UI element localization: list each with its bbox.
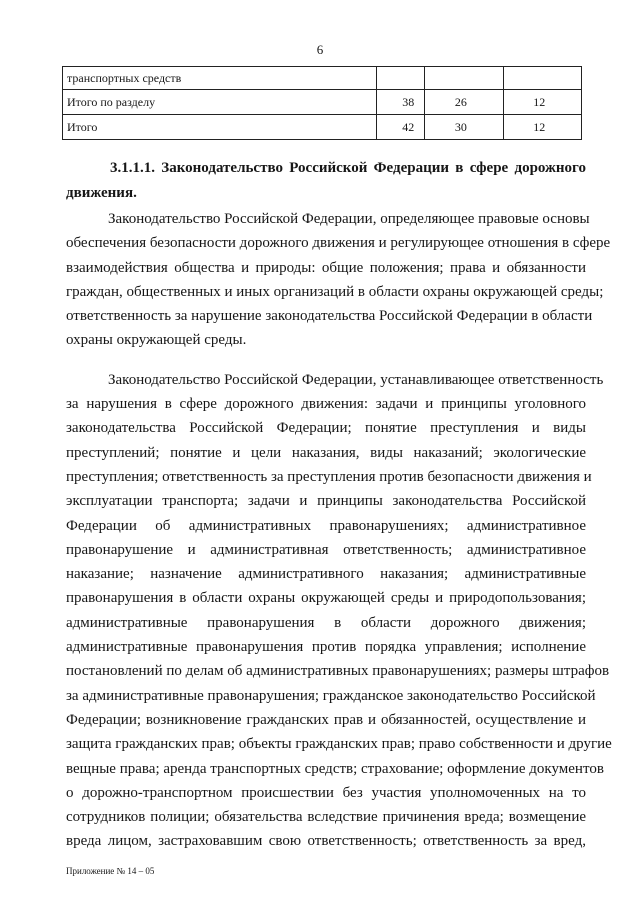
paragraph-line: правонарушение и административная ответственность; административное (66, 541, 586, 558)
paragraph-line: преступления; ответственность за преступления против безопасности движения и (66, 468, 592, 485)
section-heading-line: движения. (66, 185, 137, 201)
paragraph-line: правонарушения в области охраны окружающей среды и природопользования; (66, 590, 586, 607)
paragraph-line: наказание; назначение административного наказания; административные (66, 566, 586, 583)
value-cell (503, 67, 581, 90)
paragraph-line: защита гражданских прав; объекты гражданских прав; право собственности и другие (66, 736, 612, 753)
row-label-cell: Итого по разделу (63, 90, 377, 115)
paragraph-line: ответственность за нарушение законодательства Российской Федерации в области (66, 308, 593, 325)
paragraph-line: охраны окружающей среды. (66, 332, 247, 349)
value-cell: 30 (425, 115, 503, 140)
paragraph-line: Федерации об административных правонарушениях; административное (66, 517, 586, 534)
paragraph-line: Законодательство Российской Федерации, определяющее правовые основы (108, 211, 590, 227)
value-cell (425, 67, 503, 90)
paragraph-line: административные правонарушения в области дорожного движения; (66, 614, 586, 631)
body-text (66, 207, 612, 854)
page-footer: Приложение № 14 – 05 (66, 866, 155, 876)
paragraph-line: преступлений; понятие и цели наказания, виды наказаний; экологические (66, 444, 586, 461)
section-heading (66, 156, 586, 206)
table-row (63, 115, 582, 140)
paragraph-line: Законодательство Российской Федерации, устанавливающее ответственность (108, 371, 604, 388)
paragraph-line: обеспечения безопасности дорожного движения и регулирующее отношения в сфере (66, 235, 611, 252)
value-cell: 12 (503, 90, 581, 115)
paragraph-line: законодательства Российской Федерации; понятие преступления и виды (66, 420, 586, 437)
paragraph-gap (66, 353, 586, 368)
value-cell: 12 (503, 115, 581, 140)
paragraph-line: постановлений по делам об административных правонарушениях; размеры штрафов (66, 663, 610, 680)
paragraph-line: граждан, общественных и иных организаций в области охраны окружающей среды; (66, 283, 604, 300)
paragraph-line: вещные права; аренда транспортных средств; страхование; оформление документов (66, 760, 604, 777)
paragraph-line: вреда лицом, застраховавшим свою ответственность; ответственность за вред, (66, 833, 586, 850)
table-row (63, 67, 582, 90)
section-heading-line: 3.1.1.1. Законодательство Российской Федерации в сфере дорожного (110, 160, 586, 176)
value-cell (376, 67, 424, 90)
value-cell: 26 (425, 90, 503, 115)
row-label-cell: Итого (63, 115, 377, 140)
summary-table (62, 66, 582, 140)
paragraph-line: административные правонарушения против порядка управления; исполнение (66, 639, 586, 656)
value-cell: 38 (376, 90, 424, 115)
paragraph-line: Федерации; возникновение гражданских прав и обязанностей, осуществление и (66, 711, 586, 728)
paragraph-line: о дорожно-транспортном происшествии без участия уполномоченных на то (66, 784, 586, 801)
table-row (63, 90, 582, 115)
row-label-cell: транспортных средств (63, 67, 377, 90)
paragraph-line: за нарушения в сфере дорожного движения: задачи и принципы уголовного (66, 396, 586, 413)
page-number: 6 (316, 42, 324, 57)
paragraph-line: сотрудников полиции; обязательства вследствие причинения вреда; возмещение (66, 809, 586, 826)
paragraph-line: эксплуатации транспорта; задачи и принципы законодательства Российской (66, 493, 586, 510)
paragraph-line: за административные правонарушения; гражданское законодательство Российской (66, 687, 596, 704)
value-cell: 42 (376, 115, 424, 140)
paragraph-line: взаимодействия общества и природы: общие положения; права и обязанности (66, 259, 586, 276)
